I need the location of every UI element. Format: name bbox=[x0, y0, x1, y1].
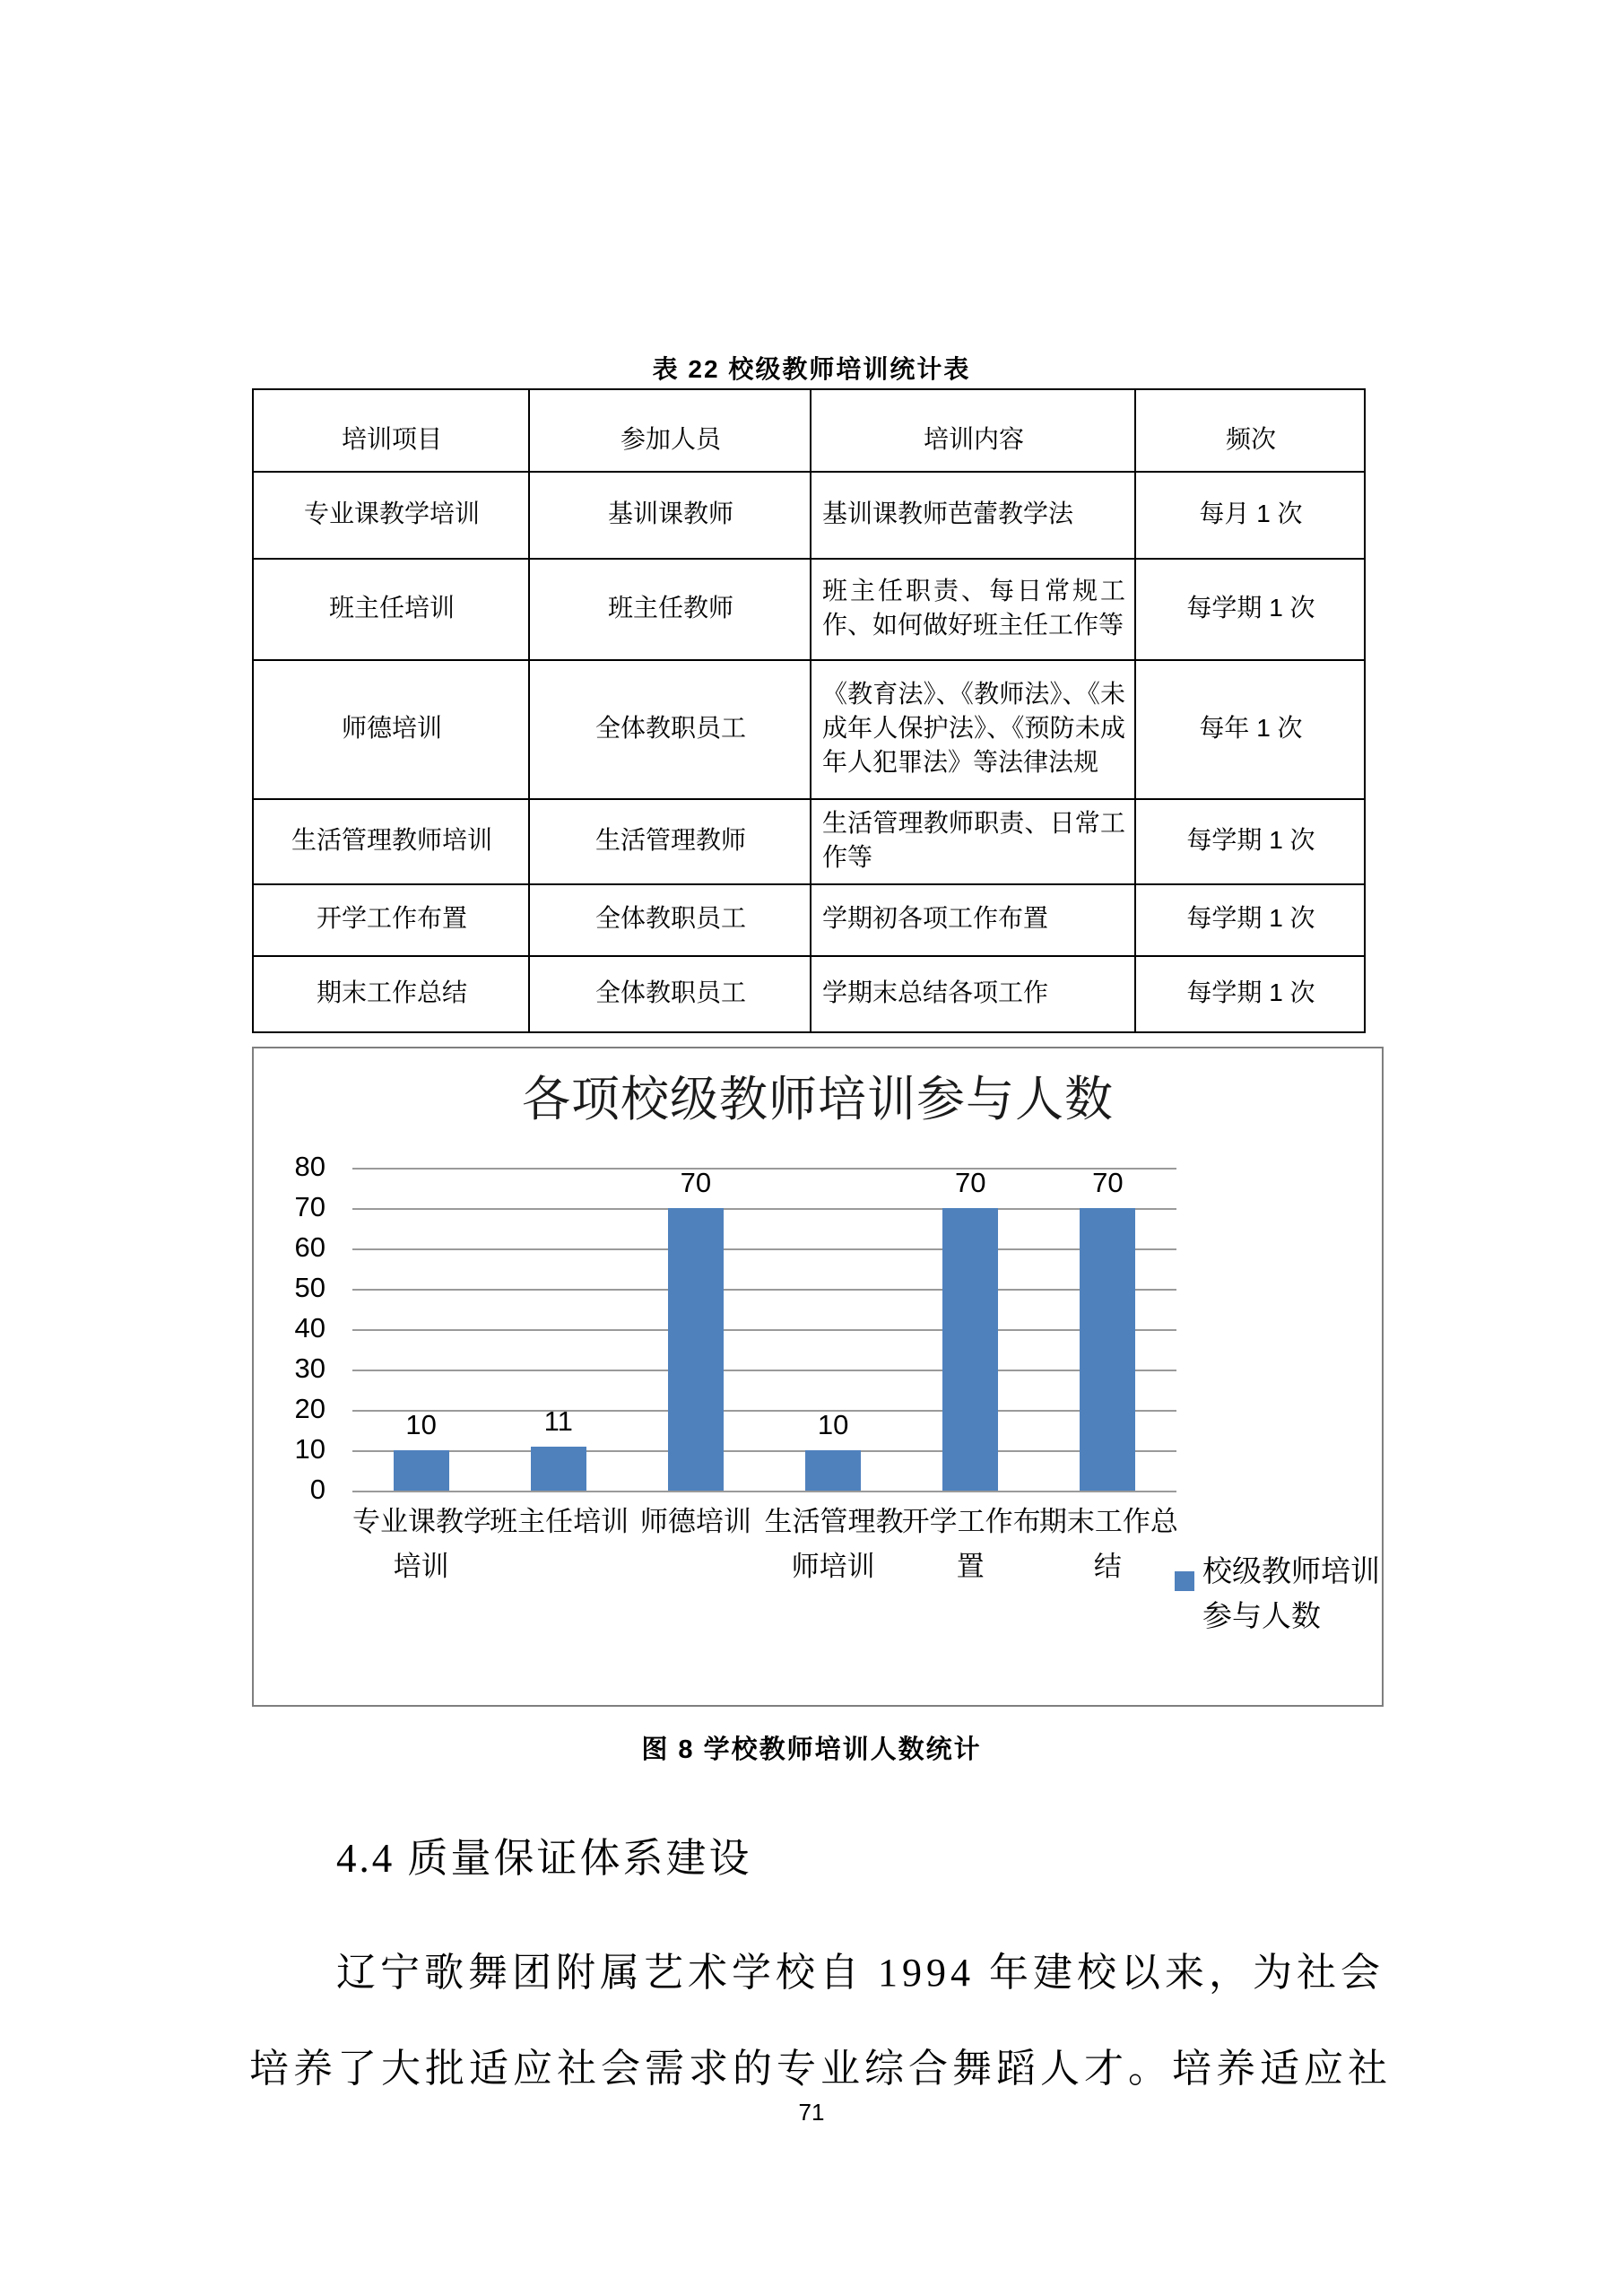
bar-value-label: 10 bbox=[817, 1409, 849, 1440]
x-axis-category-label: 期末工作总 bbox=[1038, 1506, 1178, 1537]
table-cell: 基训课教师 bbox=[529, 472, 811, 559]
table-cell: 全体教职员工 bbox=[529, 884, 811, 956]
x-axis-category-label: 生活管理教 bbox=[764, 1506, 904, 1537]
table-cell: 每年 1 次 bbox=[1135, 660, 1365, 799]
table-row bbox=[253, 472, 1365, 559]
table-cell: 生活管理教师职责、日常工作等 bbox=[811, 799, 1135, 884]
table-cell: 每月 1 次 bbox=[1135, 472, 1365, 559]
y-gridline bbox=[352, 1370, 1176, 1371]
table-cell: 全体教职员工 bbox=[529, 956, 811, 1032]
table-cell: 每学期 1 次 bbox=[1135, 559, 1365, 660]
y-gridline bbox=[352, 1491, 1176, 1492]
table-cell: 专业课教学培训 bbox=[253, 472, 529, 559]
table-row bbox=[253, 799, 1365, 884]
training-stats-table bbox=[252, 388, 1366, 1033]
x-axis-category-label: 专业课教学 bbox=[352, 1506, 491, 1537]
table-cell: 基训课教师芭蕾教学法 bbox=[811, 472, 1135, 559]
table-cell: 开学工作布置 bbox=[253, 884, 529, 956]
section-heading: 4.4 质量保证体系建设 bbox=[336, 1836, 752, 1881]
bar-value-label: 11 bbox=[543, 1405, 573, 1437]
table-row bbox=[253, 956, 1365, 1032]
y-axis-tick-label: 20 bbox=[294, 1393, 325, 1424]
bar-value-label: 70 bbox=[1092, 1167, 1124, 1198]
bar bbox=[394, 1450, 449, 1491]
table-cell: 师德培训 bbox=[253, 660, 529, 799]
table-cell: 全体教职员工 bbox=[529, 660, 811, 799]
y-axis-tick-label: 10 bbox=[294, 1433, 325, 1465]
body-paragraph-line1: 辽宁歌舞团附属艺术学校自 1994 年建校以来，为社会 bbox=[336, 1951, 1384, 1995]
y-axis-tick-label: 40 bbox=[294, 1312, 325, 1344]
x-axis-category-label: 开学工作布 bbox=[901, 1506, 1041, 1537]
legend-color-swatch bbox=[1175, 1571, 1194, 1591]
y-gridline bbox=[352, 1410, 1176, 1412]
table-cell: 每学期 1 次 bbox=[1135, 956, 1365, 1032]
bar-value-label: 70 bbox=[680, 1167, 712, 1198]
table-cell: 生活管理教师培训 bbox=[253, 799, 529, 884]
figure-caption: 图 8 学校教师培训人数统计 bbox=[641, 1735, 982, 1764]
bar bbox=[805, 1450, 861, 1491]
y-axis-tick-label: 0 bbox=[309, 1474, 325, 1505]
table-cell: 每学期 1 次 bbox=[1135, 884, 1365, 956]
x-axis-category-label: 师德培训 bbox=[639, 1506, 751, 1537]
y-axis-tick-label: 80 bbox=[294, 1151, 325, 1182]
table-cell: 学期初各项工作布置 bbox=[811, 884, 1135, 956]
table-cell: 班主任教师 bbox=[529, 559, 811, 660]
table-header-cell: 培训内容 bbox=[811, 389, 1135, 472]
table-header-cell: 培训项目 bbox=[253, 389, 529, 472]
table-row bbox=[253, 660, 1365, 799]
bar bbox=[531, 1447, 586, 1492]
bar bbox=[668, 1208, 724, 1491]
x-axis-category-label: 班主任培训 bbox=[490, 1506, 629, 1537]
bar bbox=[1080, 1208, 1135, 1491]
y-gridline bbox=[352, 1248, 1176, 1250]
y-gridline bbox=[352, 1329, 1176, 1331]
body-paragraph-line2: 培养了大批适应社会需求的专业综合舞蹈人才。培养适应社 bbox=[249, 2047, 1392, 2091]
table-cell: 班主任培训 bbox=[253, 559, 529, 660]
table-cell: 每学期 1 次 bbox=[1135, 799, 1365, 884]
table-cell: 班主任职责、每日常规工作、如何做好班主任工作等 bbox=[811, 559, 1135, 660]
legend-label-line1: 校级教师培训 bbox=[1202, 1554, 1380, 1587]
chart-title: 各项校级教师培训参与人数 bbox=[522, 1073, 1114, 1126]
x-axis-category-label: 置 bbox=[956, 1551, 985, 1582]
table-cell: 《教育法》、《教师法》、《未成年人保护法》、《预防未成年人犯罪法》等法律法规 bbox=[811, 660, 1135, 799]
y-gridline bbox=[352, 1450, 1176, 1452]
y-gridline bbox=[352, 1208, 1176, 1210]
table-header-cell: 频次 bbox=[1135, 389, 1365, 472]
table-title: 表 22 校级教师培训统计表 bbox=[652, 355, 971, 383]
table-header-cell: 参加人员 bbox=[529, 389, 811, 472]
table-header-row bbox=[253, 389, 1365, 472]
y-gridline bbox=[352, 1168, 1176, 1170]
x-axis-category-label: 结 bbox=[1093, 1551, 1122, 1582]
y-axis-tick-label: 60 bbox=[294, 1231, 325, 1263]
y-axis-tick-label: 70 bbox=[294, 1191, 325, 1222]
bar bbox=[942, 1208, 998, 1491]
chart-panel bbox=[252, 1047, 1384, 1707]
page-number: 71 bbox=[798, 2099, 825, 2126]
bar-value-label: 70 bbox=[955, 1167, 986, 1198]
bar-value-label: 10 bbox=[405, 1409, 437, 1440]
table-row bbox=[253, 559, 1365, 660]
y-axis-tick-label: 50 bbox=[294, 1272, 325, 1303]
x-axis-category-label: 师培训 bbox=[791, 1551, 875, 1582]
x-axis-category-label: 培训 bbox=[393, 1551, 449, 1582]
y-axis-tick-label: 30 bbox=[294, 1352, 325, 1384]
table-cell: 学期末总结各项工作 bbox=[811, 956, 1135, 1032]
legend-label-line2: 参与人数 bbox=[1202, 1599, 1321, 1632]
table-cell: 期末工作总结 bbox=[253, 956, 529, 1032]
y-gridline bbox=[352, 1289, 1176, 1291]
table-cell: 生活管理教师 bbox=[529, 799, 811, 884]
table-row bbox=[253, 884, 1365, 956]
